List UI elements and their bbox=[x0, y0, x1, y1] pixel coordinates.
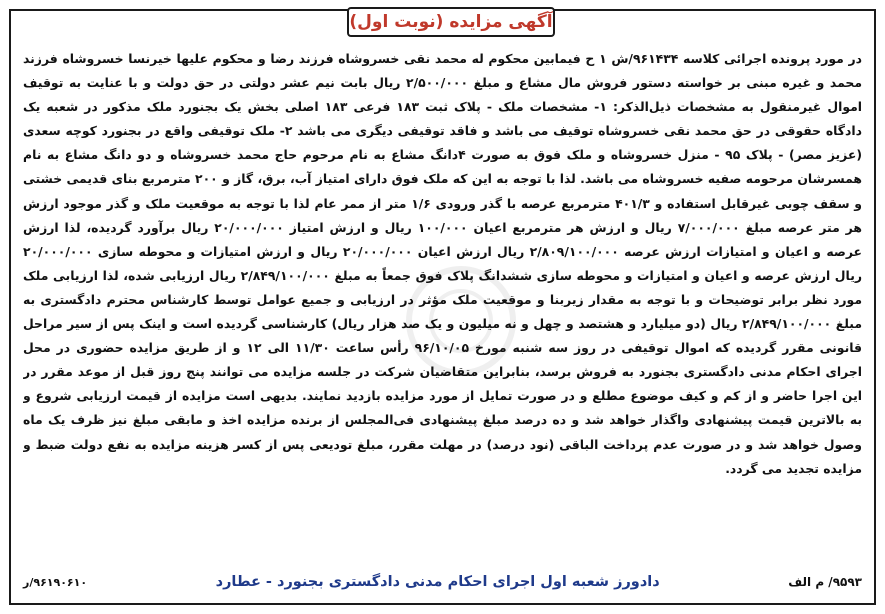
notice-body: در مورد پرونده اجرائی کلاسه ۹۶۱۴۳۴/ش ۱ ح فیمابین محکوم له محمد نقی خسروشاه فرزند رضا و محکوم علیها خیرنسا خسروشاه فرزند محمد و غیره مبنی بر خواسته دستور فروش مال مشاع و مبلغ ۲/۵۰۰/۰۰۰ ریال بابت نیم عشر دولتی در حق دولت و با عنایت به توقیف اموال غیرمنقول به مشخصات ذیل‌الذکر: ۱- مشخصات ملک - پلاک ثبت ۱۸۳ فرعی ۱۸۳ اصلی بخش یک بجنورد ملک مذکور در شعبه یک دادگاه حقوقی در حق محمد نقی خسروشاه توقیف می باشد و فاقد توقیفی دیگری می باشد ۲- ملک توقیفی واقع در بجنورد کوچه سعدی (عزیز مصر) - پلاک ۹۵ - منزل خسروشاه و ملک فوق به صورت ۴دانگ مشاع به نام مرحوم حاج محمد خسروشاه و دو دانگ مشاع به نام همسرشان مرحومه صفیه خسروشاه می باشد. لذا با توجه به این که ملک فوق دارای امتیاز آب، برق، گاز و ۲۰۰ مترمربع بنای قدیمی خشتی و سقف چوبی غیرقابل استفاده و ۴۰۱/۳ مترمربع عرصه با گذر ورودی ۱/۶ متر از ممر عام لذا با توجه به موقعیت ملک و گذر موجود ارزش هر متر عرصه مبلغ ۷/۰۰۰/۰۰۰ ریال و ارزش هر مترمربع اعیان ۱۰۰/۰۰۰ ریال و ارزش امتیاز ۲۰/۰۰۰/۰۰۰ ریال برآورد گردیده، لذا ارزش عرصه و اعیان و امتیازات ارزش عرصه ۲/۸۰۹/۱۰۰/۰۰۰ ریال ارزش اعیان ۲۰/۰۰۰/۰۰۰ ریال و ارزش امتیازات و محوطه سازی ۲۰/۰۰۰/۰۰۰ ریال ارزش عرصه و اعیان و امتیازات و محوطه سازی ششدانگ پلاک فوق جمعاً به مبلغ ۲/۸۴۹/۱۰۰/۰۰۰ ریال ارزیابی شده، لذا ارزیابی ملک مورد نظر برابر توضیحات و با توجه به مقدار زیربنا و موقعیت ملک مؤثر در ارزیابی و جمیع عوامل توسط کارشناس محترم دادگستری به مبلغ ۲/۸۴۹/۱۰۰/۰۰۰ ریال (دو میلیارد و هشتصد و چهل و نه میلیون و یک صد هزار ریال) کارشناسی گردیده است و اینک پس از سیر مراحل قانونی مقرر گردیده که اموال توقیفی در روز سه شنبه مورخ ۹۶/۱۰/۰۵ رأس ساعت ۱۱/۳۰ الی ۱۲ و از طریق مزایده حضوری در محل اجرای احکام مدنی دادگستری بجنورد به فروش برسد، بنابراین متقاضیان شرکت در جلسه مزایده می توانند پنج روز قبل از موعد مقرر در این اجرا حاضر و از کم و کیف موضوع مطلع و در صورت تمایل از مورد مزایده بازدید نمایند. بدیهی است مزایده از قیمت ارزیابی شروع و به بالاترین قیمت پیشنهادی واگذار خواهد شد و ده درصد مبلغ پیشنهادی فی‌المجلس از برنده مزایده اخذ و مابقی مبلغ نیز ظرف یک ماه وصول خواهد شد و در صورت عدم پرداخت الباقی (نود درصد) در مهلت مقرر، مبلغ تودیعی پس از کسر هزینه مزایده به نفع دولت ضبط و مزایده تجدید می گردد. bbox=[23, 51, 862, 476]
notice-frame bbox=[9, 9, 876, 605]
notice-footer bbox=[23, 569, 862, 595]
reference-code: ۹۵۹۳/ م الف bbox=[788, 575, 862, 589]
notice-title: آگهی مزایده (نوبت اول) bbox=[349, 12, 553, 32]
file-number: ۹۶۱۹۰۶۱۰/ر bbox=[23, 575, 88, 589]
signature-line: دادورز شعبه اول اجرای احکام مدنی دادگستری بجنورد - عطارد bbox=[215, 574, 660, 590]
title-box bbox=[347, 7, 555, 37]
